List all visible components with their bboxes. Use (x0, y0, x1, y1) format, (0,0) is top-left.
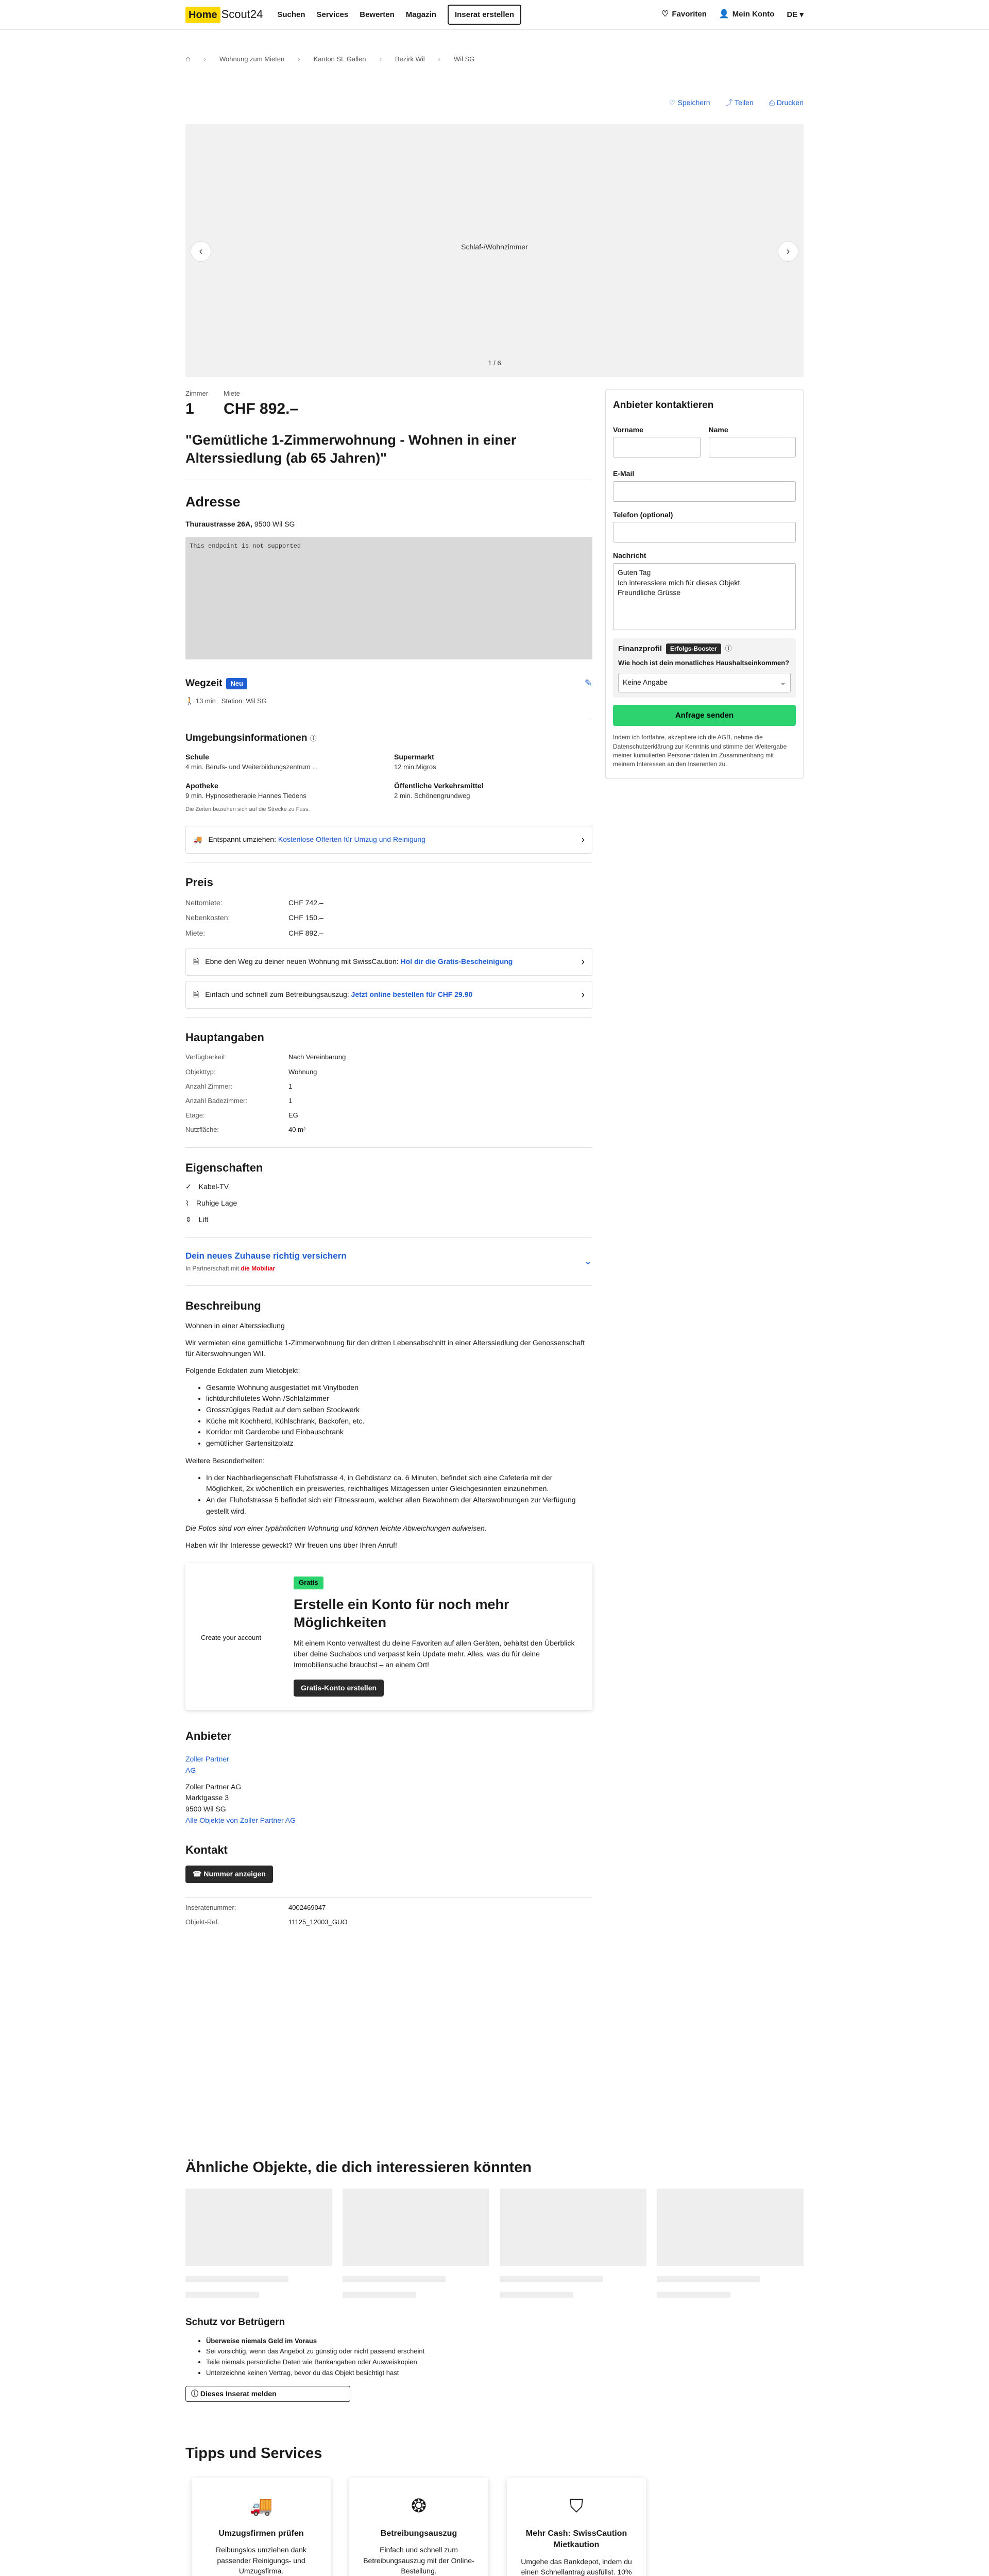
address-street: Thuraustrasse 26A, (185, 520, 252, 529)
price-table: Nettomiete: CHF 742.– Nebenkosten: CHF 150.– Miete: CHF 892.– (185, 898, 323, 938)
gallery-counter: 1 / 6 (488, 359, 501, 367)
commute-heading: Wegzeit (185, 677, 223, 689)
main-info-table: Verfügbarkeit: Nach Vereinbarung Objekttyp: Wohnung Anzahl Zimmer: 1 Anzahl Badezimmer: 1 Etage: EG Nutzfläche: 40 m² (185, 1053, 346, 1134)
crumb-district[interactable]: Bezirk Wil (395, 55, 425, 63)
nav-search[interactable]: Suchen (277, 10, 305, 19)
similar-card[interactable] (343, 2189, 489, 2328)
rent-label: Miete (224, 389, 240, 397)
poi-school: Schule (185, 753, 209, 761)
all-listings-link[interactable]: Alle Objekte von Zoller Partner AG (185, 1816, 296, 1824)
last-name-input[interactable] (709, 437, 796, 457)
similar-card[interactable] (185, 2189, 332, 2328)
gallery-image-alt: Schlaf-/Wohnzimmer (461, 243, 528, 251)
feature-quiet: ⌇ Ruhige Lage (185, 1198, 592, 1209)
chevron-right-icon: › (786, 246, 790, 257)
language-select[interactable]: DE ▾ (787, 10, 804, 19)
lift-icon: ⇕ (185, 1215, 192, 1224)
debt-extract-banner[interactable]: 🗎 Einfach und schnell zum Betreibungsauszug: Jetzt online bestellen für CHF 29.90 › (185, 981, 592, 1009)
site-header (0, 0, 989, 30)
provider-heading: Anbieter (185, 1730, 232, 1743)
poi-supermarket: Supermarkt (394, 753, 434, 761)
create-account-button[interactable]: Gratis-Konto erstellen (294, 1680, 384, 1697)
moving-icon: 🚚 (193, 835, 202, 844)
feature-cable-tv: ✓ Kabel-TV (185, 1182, 592, 1192)
walk-note: Die Zeiten beziehen sich auf die Strecke zu Fuss. (185, 806, 310, 812)
send-request-button[interactable]: Anfrage senden (613, 705, 796, 726)
deposit-banner[interactable]: 🗎 Ebne den Weg zu deiner neuen Wohnung mit SwissCaution: Hol dir die Gratis-Bescheinigung › (185, 948, 592, 976)
email-field[interactable] (613, 481, 796, 502)
address-city: 9500 Wil SG (254, 520, 295, 529)
edit-icon[interactable]: ✎ (584, 678, 592, 689)
gallery-next-button[interactable] (778, 241, 798, 262)
crumb-canton[interactable]: Kanton St. Gallen (313, 55, 366, 63)
moving-banner[interactable]: 🚚 Entspannt umziehen: Kostenlose Offerten für Umzug und Reinigung › (185, 826, 592, 854)
commute-time: 13 min (195, 697, 216, 705)
print-button[interactable]: ⎙ Drucken (769, 98, 804, 107)
contact-form: Anbieter kontaktieren Vorname Name E-Mail Telefon (optional) Nachricht Guten Tag Ich interessiere mich für dieses Objekt. Freundliche Grüsse Finanzprofil Erfolgs-Booster ⓘ Wie hoch ist dein monatliches Haushaltseinkommen? Keine Angabe ⌄ Anfrage senden Indem ich fortfahre, akzeptiere ich die AGB, nehme die Datenschutzerklärung zur Kenntnis und stimme der Weitergabe meiner kumulierten Personendaten im Zusammenhang mit meinem Interessen an den Inserenten zu. (605, 389, 804, 779)
crumb-city[interactable]: Wil SG (453, 55, 475, 63)
feature-lift: ⇕ Lift (185, 1215, 592, 1225)
mobiliar-logo: die Mobiliar (241, 1264, 276, 1272)
info-icon: ⓘ (310, 734, 317, 742)
share-button[interactable]: ⤴ Teilen (725, 98, 754, 107)
price-heading: Preis (185, 876, 213, 889)
truck-icon: 🚚 (249, 2495, 273, 2516)
free-badge: Gratis (294, 1577, 323, 1589)
shield-icon: ⛉ (569, 2495, 584, 2516)
legal-notice: Indem ich fortfahre, akzeptiere ich die AGB, nehme die Datenschutzerklärung zur Kenntnis und stimme der Weitergabe meiner kumulierten Personendaten im Zusammenhang mit meinem Interessen an den Inserenten zu. (613, 734, 787, 768)
crumb-rent[interactable]: Wohnung zum Mieten (219, 55, 285, 63)
promo-text: Mit einem Konto verwaltest du deine Favoriten auf allen Geräten, behältst den Überblick über deine Suchabos und verpasst kein Update mehr. Alles, was du für deine Immobiliensuche brauchst – an einem Ort! (294, 1638, 575, 1669)
rooms-label: Zimmer (185, 389, 209, 397)
contact-table: Inseratenummer: 4002469047 Objekt-Ref. 11125_12003_GUO (185, 1897, 592, 1927)
first-name-input[interactable] (613, 437, 701, 457)
gallery-prev-button[interactable] (191, 241, 211, 262)
listing-title: "Gemütliche 1-Zimmerwohnung - Wohnen in einer Alterssiedlung (ab 65 Jahren)" (185, 432, 517, 466)
rent-value: CHF 892.– (224, 400, 299, 418)
show-number-button[interactable]: ☎ Nummer anzeigen (185, 1866, 273, 1883)
breadcrumb: ⌂ › Wohnung zum Mieten › Kanton St. Gallen › Bezirk Wil › Wil SG (185, 54, 474, 65)
description: Beschreibung Wohnen in einer Alterssiedlung Wir vermieten eine gemütliche 1-Zimmerwohnung für den dritten Lebensabschnitt in einer Alterssiedlung der Genossenschaft für Alterswohnungen Wil. Folgende Eckdaten zum Mietobjekt: • Gesamte Wohnung ausgestattet mit Vinylboden • lichtdurchflutetes Wohn-/Schlafzimmer • Grosszügiges Reduit auf dem selben Stockwerk • Küche mit Kochherd, Kühlschrank, Backofen, etc. • Korridor mit Garderobe und Einbauschrank • gemütlicher Gartensitzplatz Weitere Besonderheiten: • In der Nachbarliegenschaft Fluhofstrasse 4, in Gehdistanz ca. 6 Minuten, befindet sich eine Cafeteria mit der Möglichkeit, 2x wöchentlich ein preiswertes, reichhaltiges Mittagessen unter Gleichgesinnten einzunehmen. • An der Fluhofstrasse 5 befindet sich ein Fitnessraum, welcher allen Bewohnern der Alterswohnungen zur Verfügung gestellt wird. Die Fotos sind von einer typähnlichen Wohnung und können leichte Abweichungen aufweisen. Haben wir Ihr Interesse geweckt? Wir freuen uns über Ihren Anruf! (185, 1298, 592, 1551)
main-column: Zimmer 1 Miete CHF 892.– "Gemütliche 1-Zimmerwohnung - Wohnen in einer Alterssiedlung (ab 65 Jahren)" Adresse Thuraustrasse 26A, 9500 Wil SG This endpoint is not supported Wegzeit Neu ✎ 🚶 13 min Station: Wil SG Umgebungsinformationen ⓘ Schule 4 min. Berufs- und Weiterbildungszentrum ... Supermarkt 12 min.Migros Apotheke 9 min. Hypnosetherapie Hannes Tiedens Öffentliche Verkehrsmittel 2 min. Schönengrundweg Die Zeiten beziehen sich auf die Strecke zu Fuss. 🚚 Entspannt umziehen: Kostenlose Offerten für Umzug und Reinigung › Preis Nettomiete: CHF 742.– Nebenkosten: CHF 150.– Miete: CHF 892.– 🗎 Ebne den Weg zu deiner neuen Wohnung mit SwissCaution: Hol dir die Gratis-Bescheinigung › 🗎 Einfach und schnell zum Betreibungsauszug: Jetzt online bestellen für CHF 29.90 › Hauptangaben Verfügbarkeit: Nach Vereinbarung Objekttyp: Wohnung Anzahl Zimmer: 1 Anzahl Badezimmer: 1 Etage: EG Nutzfläche: 40 m² Eigenschaften ✓ Kabel-TV ⌇ Ruhige Lage ⇕ Lift Dein neues Zuhause richtig versichern In Partnerschaft mit die Mobiliar ⌄ Beschreibung Wohnen in einer Alterssiedlung Wir vermieten eine gemütliche 1-Zimmerwohnung für den dritten Lebensabschnitt in einer Alterssiedlung der Genossenschaft für Alterswohnungen Wil. Folgende Eckdaten zum Mietobjekt: • Gesamte Wohnung ausgestattet mit Vinylboden • lichtdurchflutetes Wohn-/Schlafzimmer • Grosszügiges Reduit auf dem selben Stockwerk • Küche mit Kochherd, Kühlschrank, Backofen, etc. • Korridor mit Garderobe und Einbauschrank • gemütlicher Gartensitzplatz Weitere Besonderheiten: • In der Nachbarliegenschaft Fluhofstrasse 4, in Gehdistanz ca. 6 Minuten, befindet sich eine Cafeteria mit der Möglichkeit, 2x wöchentlich ein preiswertes, reichhaltiges Mittagessen unter Gleichgesinnten einzunehmen. • An der Fluhofstrasse 5 befindet sich ein Fitnessraum, welcher allen Bewohnern der Alterswohnungen zur Verfügung gestellt wird. Die Fotos sind von einer typähnlichen Wohnung und können leichte Abweichungen aufweisen. Haben wir Ihr Interesse geweckt? Wir freuen uns über Ihren Anruf! Create your account Gratis Erstelle ein Konto für noch mehr Möglichkeiten Mit einem Konto verwaltest du deine Favoriten auf allen Geräten, behältst den Überblick über deine Suchabos und verpasst kein Update mehr. Alles, was du für deine Immobiliensuche brauchst – an einem Ort! Gratis-Konto erstellen Anbieter Zoller Partner AG Zoller Partner AG Marktgasse 3 9500 Wil SG Alle Objekte von Zoller Partner AG Kontakt ☎ Nummer anzeigen Inseratenummer: 4002469047 Objekt-Ref. 11125_12003_GUO (185, 389, 592, 1927)
features-heading: Eigenschaften (185, 1161, 263, 1174)
new-badge: Neu (226, 678, 247, 689)
contact-heading: Kontakt (185, 1843, 228, 1857)
create-listing-button[interactable]: Inserat erstellen (448, 5, 521, 25)
tips-services: Tipps und Services 🚚 Umzugsfirmen prüfen Reibungslos umziehen dank passender Reinigungs- und Umzugsfirma. ❂ Betreibungsauszug Einfach und schnell zum Betreibungsauszug mit der Online-Bestellung. ⛉ Mehr Cash: SwissCaution Mietkaution Umgehe das Bankdepot, indem du einen Schnellantrag ausfüllst. 10% (185, 2437, 804, 2576)
nav-rate[interactable]: Bewerten (360, 10, 395, 19)
message-textarea[interactable]: Guten Tag Ich interessiere mich für dieses Objekt. Freundliche Grüsse (613, 563, 796, 630)
chevron-down-icon: ⌄ (584, 1256, 592, 1267)
provider-block: Zoller Partner AG Zoller Partner AG Marktgasse 3 9500 Wil SG Alle Objekte von Zoller Partner AG (185, 1755, 296, 1824)
tip-card: ⛉ Mehr Cash: SwissCaution Mietkaution Umgehe das Bankdepot, indem du einen Schnellantrag ausfüllst. 10% (507, 2478, 646, 2576)
favorites-link[interactable]: ♡ Favoriten (661, 10, 707, 19)
similar-card[interactable] (500, 2189, 646, 2328)
main-info-heading: Hauptangaben (185, 1030, 264, 1044)
chevron-right-icon: › (581, 834, 585, 846)
save-button[interactable]: ♡ Speichern (669, 98, 710, 107)
main-nav (277, 9, 436, 20)
provider-logo[interactable]: Zoller Partner AG (185, 1755, 229, 1774)
check-icon: ✓ (185, 1182, 192, 1191)
similar-card[interactable] (657, 2189, 804, 2328)
insurance-teaser[interactable]: Dein neues Zuhause richtig versichern In Partnerschaft mit die Mobiliar ⌄ (185, 1251, 592, 1272)
quiet-icon: ⌇ (185, 1198, 189, 1207)
chevron-down-icon: ⌄ (780, 678, 786, 687)
user-icon: 👤 (719, 10, 729, 19)
booster-badge: Erfolgs-Booster (666, 643, 721, 654)
nav-services[interactable]: Services (316, 10, 349, 19)
poi-pharmacy: Apotheke (185, 781, 218, 790)
address-heading: Adresse (185, 494, 241, 510)
commute-station: Station: Wil SG (221, 697, 267, 705)
income-select[interactable]: Keine Angabe ⌄ (618, 673, 791, 692)
map[interactable]: This endpoint is not supported (185, 537, 592, 659)
finance-profile: Finanzprofil Erfolgs-Booster ⓘ Wie hoch ist dein monatliches Haushaltseinkommen? Keine Angabe ⌄ (613, 638, 796, 698)
phone-field[interactable] (613, 522, 796, 543)
help-icon: ⓘ (725, 645, 732, 653)
rooms-value: 1 (185, 400, 194, 418)
similar-listings: Ähnliche Objekte, die dich interessieren könnten (185, 2151, 804, 2328)
surroundings-heading: Umgebungsinformationen ⓘ (185, 732, 317, 743)
poi-transit: Öffentliche Verkehrsmittel (394, 781, 484, 790)
fraud-protection: Schutz vor Betrügern • Überweise niemals Geld im Voraus • Sei vorsichtig, wenn das Angebot zu günstig oder nicht passend erscheint • Teile niemals persönliche Daten wie Bankangaben oder Ausweiskopien • Unterzeichne keinen Vertrag, bevor du das Objekt besichtigt hast ⓘ Dieses Inserat melden (185, 2316, 804, 2402)
account-promo (185, 1563, 592, 1710)
image-gallery[interactable] (185, 124, 804, 377)
account-link[interactable]: 👤 Mein Konto (719, 10, 775, 19)
tip-card: ❂ Betreibungsauszug Einfach und schnell zum Betreibungsauszug mit der Online-Bestellung. (349, 2478, 488, 2576)
report-listing-button[interactable]: ⓘ Dieses Inserat melden (185, 2386, 350, 2402)
chevron-left-icon: ‹ (199, 246, 203, 257)
walk-icon: 🚶 (185, 697, 194, 705)
document-icon: 🗎 (193, 990, 199, 998)
promo-title: Erstelle ein Konto für noch mehr Möglichkeiten (294, 1596, 509, 1630)
document-icon: 🗎 (193, 957, 199, 965)
chevron-right-icon: › (581, 956, 585, 968)
contact-form-heading: Anbieter kontaktieren (613, 400, 714, 411)
promo-image: Create your account (201, 1634, 262, 1642)
logo[interactable]: Home Scout24 (185, 7, 263, 23)
heart-icon: ♡ (661, 10, 669, 19)
home-icon[interactable]: ⌂ (185, 55, 191, 63)
seal-icon: ❂ (411, 2495, 427, 2516)
chevron-right-icon: › (581, 989, 585, 1001)
listing-actions (669, 98, 804, 108)
tip-card: 🚚 Umzugsfirmen prüfen Reibungslos umziehen dank passender Reinigungs- und Umzugsfirma. (192, 2478, 331, 2576)
nav-magazine[interactable]: Magazin (405, 10, 436, 19)
